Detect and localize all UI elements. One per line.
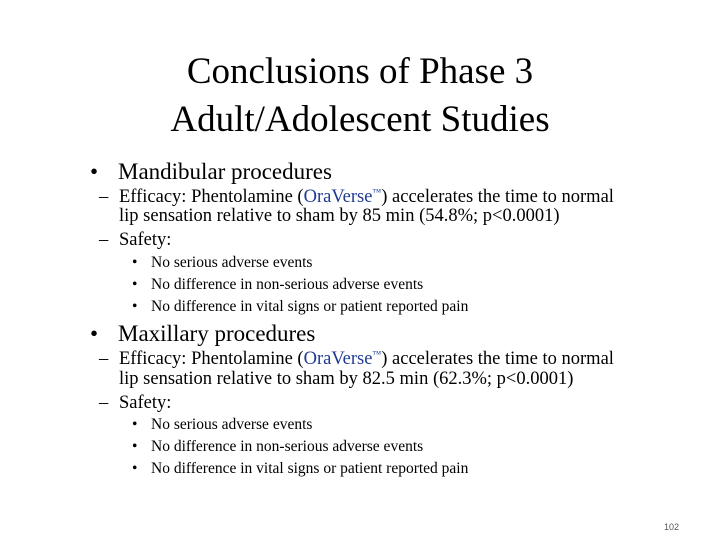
dash-icon: –: [99, 349, 109, 369]
bullet-icon: •: [132, 254, 138, 271]
safety-item: No serious adverse events: [151, 254, 313, 271]
safety-label: Safety:: [119, 393, 172, 413]
bullet-icon: •: [90, 321, 99, 346]
safety-item: No difference in non-serious adverse events: [151, 276, 424, 293]
dash-icon: –: [99, 393, 109, 413]
safety-item: No serious adverse events: [151, 416, 313, 433]
bullet-icon: •: [132, 438, 138, 455]
slide-title-line2: Adult/Adolescent Studies: [170, 99, 550, 140]
slide-title-line1: Conclusions of Phase 3: [186, 51, 534, 92]
dash-icon: –: [99, 187, 109, 207]
section-heading: Mandibular procedures: [118, 159, 332, 184]
brand-name: OraVerse: [303, 187, 373, 208]
safety-label: Safety:: [119, 230, 172, 250]
dash-icon: –: [99, 230, 109, 250]
bullet-icon: •: [90, 159, 99, 184]
bullet-icon: •: [132, 416, 138, 433]
efficacy-line2: lip sensation relative to sham by 85 min (54.8%; p<0.0001): [119, 206, 560, 226]
brand-name: OraVerse: [303, 349, 373, 370]
bullet-icon: •: [132, 298, 138, 315]
efficacy-line1: Efficacy: Phentolamine (OraVerse™) accelerates the time to normal: [119, 349, 614, 370]
page-number: 102: [664, 522, 680, 532]
safety-item: No difference in vital signs or patient reported pain: [151, 460, 469, 477]
section-heading: Maxillary procedures: [118, 321, 316, 346]
bullet-icon: •: [132, 460, 138, 477]
efficacy-line1: Efficacy: Phentolamine (OraVerse™) accelerates the time to normal: [119, 187, 614, 208]
bullet-icon: •: [132, 276, 138, 293]
efficacy-line2: lip sensation relative to sham by 82.5 min (62.3%; p<0.0001): [119, 369, 574, 389]
safety-item: No difference in non-serious adverse events: [151, 438, 424, 455]
safety-item: No difference in vital signs or patient reported pain: [151, 298, 469, 315]
